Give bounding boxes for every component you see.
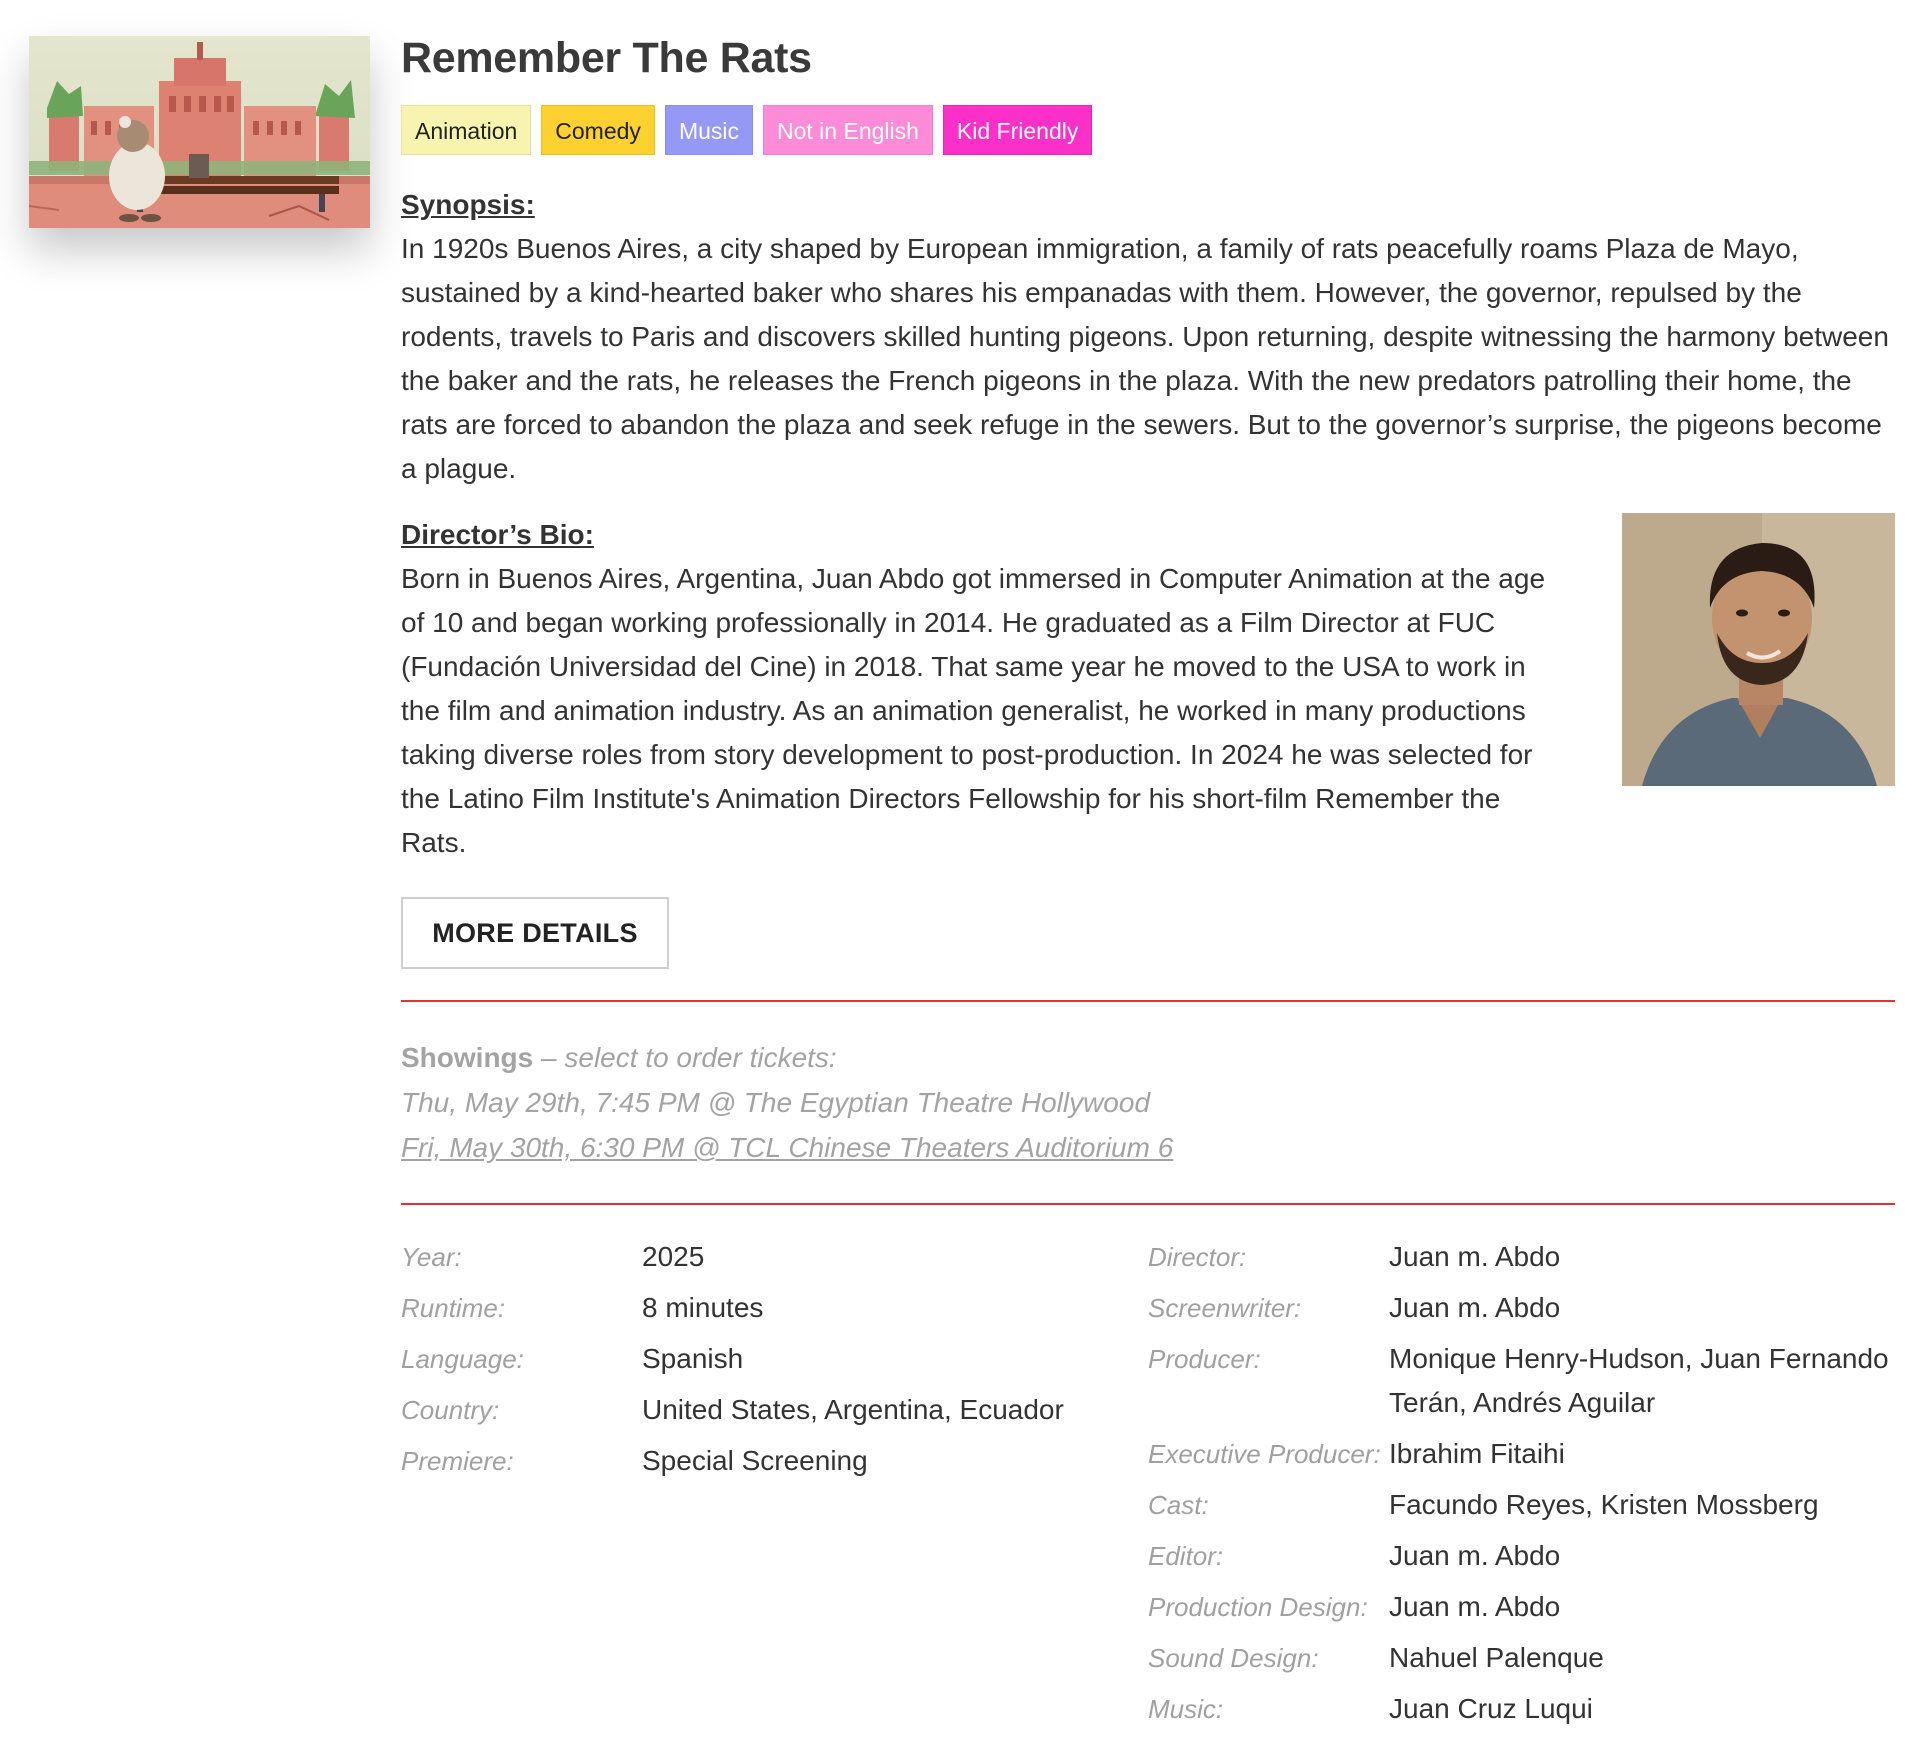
more-details-button[interactable]: MORE DETAILS [401, 897, 669, 969]
detail-value: Monique Henry-Hudson, Juan Fernando Terán, Andrés Aguilar [1389, 1343, 1889, 1418]
genre-tags [401, 105, 1895, 155]
genre-tag[interactable]: Comedy [541, 105, 655, 155]
film-details-grid [401, 1235, 1895, 1738]
detail-row [1148, 1337, 1895, 1425]
detail-row [1148, 1636, 1895, 1680]
showings-instruction: – select to order tickets: [533, 1042, 837, 1073]
detail-key: Runtime: [401, 1293, 506, 1323]
film-title: Remember The Rats [401, 34, 812, 82]
showing-item[interactable]: Thu, May 29th, 7:45 PM @ The Egyptian Theatre Hollywood [401, 1087, 1151, 1118]
detail-value: Facundo Reyes, Kristen Mossberg [1389, 1489, 1819, 1520]
divider [401, 1203, 1895, 1205]
detail-key: Country: [401, 1395, 500, 1425]
detail-value: Juan m. Abdo [1389, 1241, 1561, 1272]
detail-key: Music: [1148, 1694, 1224, 1724]
detail-row [1148, 1235, 1895, 1279]
showing-item-link[interactable]: Fri, May 30th, 6:30 PM @ TCL Chinese Theaters Auditorium 6 [401, 1132, 1174, 1163]
divider [401, 1000, 1895, 1002]
detail-value: Juan m. Abdo [1389, 1292, 1561, 1323]
film-detail [401, 28, 1895, 1738]
film-details-right [1148, 1235, 1895, 1738]
detail-row [401, 1388, 1148, 1432]
detail-row [1148, 1687, 1895, 1731]
detail-key: Director: [1148, 1242, 1247, 1272]
genre-tag[interactable]: Not in English [763, 105, 933, 155]
detail-value: United States, Argentina, Ecuador [642, 1394, 1064, 1425]
showings-section [401, 1035, 1895, 1170]
detail-value: 8 minutes [642, 1292, 764, 1323]
film-details-left [401, 1235, 1148, 1738]
detail-row [1148, 1483, 1895, 1527]
detail-row [1148, 1534, 1895, 1578]
genre-tag[interactable]: Music [665, 105, 753, 155]
detail-value: Nahuel Palenque [1389, 1642, 1604, 1673]
showings-header [401, 1035, 1895, 1080]
detail-value: Ibrahim Fitaihi [1389, 1438, 1565, 1469]
detail-key: Screenwriter: [1148, 1293, 1302, 1323]
detail-key: Producer: [1148, 1344, 1261, 1374]
director-bio-section [401, 513, 1895, 865]
genre-tag[interactable]: Kid Friendly [943, 105, 1092, 155]
detail-key: Production Design: [1148, 1592, 1368, 1622]
detail-value: Special Screening [642, 1445, 868, 1476]
synopsis-section [401, 183, 1895, 491]
detail-key: Premiere: [401, 1446, 514, 1476]
detail-key: Executive Producer: [1148, 1439, 1381, 1469]
detail-value: Juan Cruz Luqui [1389, 1693, 1593, 1724]
detail-row [401, 1235, 1148, 1279]
synopsis-text: In 1920s Buenos Aires, a city shaped by European immigration, a family of rats peacefully roams Plaza de Mayo, sustained by a kind-hearted baker who shares his empanadas with them. However, the governor, repulsed by the rodents, travels to Paris and discovers skilled hunting pigeons. Upon returning, despite witnessing the harmony between the baker and the rats, he releases the French pigeons in the plaza. With the new predators patrolling their home, the rats are forced to abandon the plaza and seek refuge in the sewers. But to the governor’s surprise, the pigeons become a plague. [401, 233, 1889, 484]
detail-row [1148, 1585, 1895, 1629]
detail-key: Language: [401, 1344, 524, 1374]
detail-key: Sound Design: [1148, 1643, 1319, 1673]
detail-row [1148, 1432, 1895, 1476]
detail-key: Year: [401, 1242, 462, 1272]
genre-tag[interactable]: Animation [401, 105, 531, 155]
detail-key: Editor: [1148, 1541, 1224, 1571]
detail-row [401, 1286, 1148, 1330]
detail-value: Spanish [642, 1343, 744, 1374]
showings-label: Showings [401, 1042, 534, 1073]
director-photo [1622, 513, 1895, 786]
detail-row [401, 1337, 1148, 1381]
detail-value: Juan m. Abdo [1389, 1540, 1561, 1571]
detail-value: 2025 [642, 1241, 705, 1272]
director-bio-text: Born in Buenos Aires, Argentina, Juan Abdo got immersed in Computer Animation at the age of 10 and began working professionally in 2014. He graduated as a Film Director at FUC (Fundación Universidad del Cine) in 2018. That same year he moved to the USA to work in the film and animation industry. As an animation generalist, he worked in many productions taking diverse roles from story development to post-production. In 2024 he was selected for the Latino Film Institute's Animation Directors Fellowship for his short-film Remember the Rats. [401, 563, 1546, 858]
director-bio-label: Director’s Bio: [401, 519, 594, 550]
detail-key: Cast: [1148, 1490, 1209, 1520]
detail-row [1148, 1286, 1895, 1330]
synopsis-label: Synopsis: [401, 189, 535, 220]
poster-illustration [29, 36, 370, 228]
detail-value: Juan m. Abdo [1389, 1591, 1561, 1622]
film-poster-image[interactable] [29, 36, 370, 228]
detail-row [401, 1439, 1148, 1483]
